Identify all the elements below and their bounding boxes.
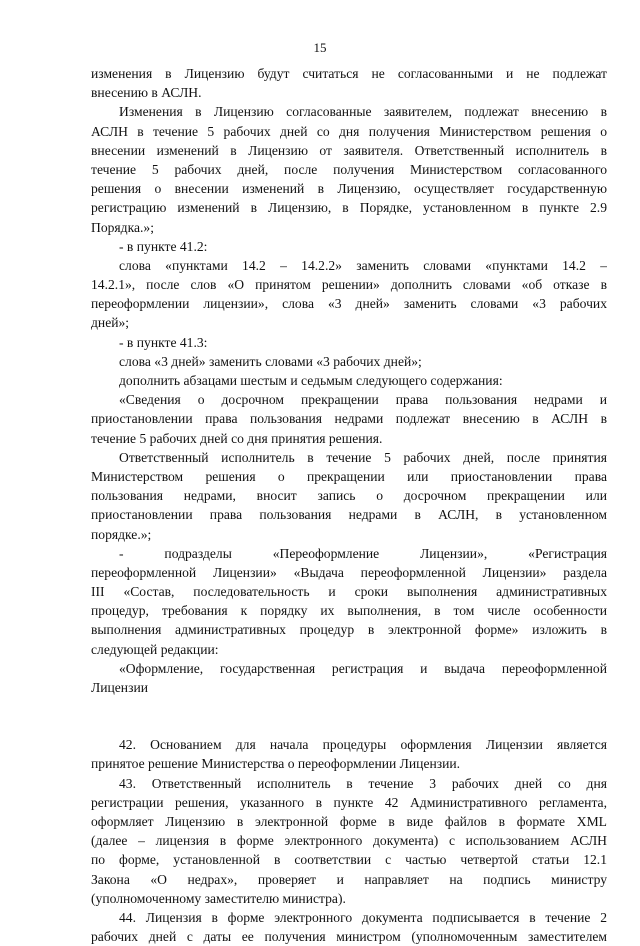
- text-line: - подразделы «Переоформление Лицензии», «Регистрация: [119, 545, 607, 561]
- text-line: оформляет Лицензию в электронной форме в виде файлов в формате XML: [91, 813, 607, 829]
- text-line: - в пункте 41.3:: [119, 334, 208, 350]
- text-line: АСЛН в течение 5 рабочих дней со дня получения Министерством решения о: [91, 123, 607, 139]
- text-line: слова «пунктами 14.2 – 14.2.2» заменить словами «пунктами 14.2 –: [119, 257, 607, 273]
- text-line: 44. Лицензия в форме электронного документа подписывается в течение 2: [119, 909, 607, 925]
- text-line: - в пункте 41.2:: [119, 238, 208, 254]
- text-line: Ответственный исполнитель в течение 5 рабочих дней, после принятия: [119, 449, 607, 465]
- text-line: рабочих дней с даты ее получения министром (уполномоченным заместителем: [91, 929, 607, 945]
- text-line: (уполномоченному заместителю министра).: [91, 890, 346, 906]
- text-line: «Оформление, государственная регистрация и выдача переоформленной: [119, 660, 607, 676]
- text-line: регистрации решения, указанного в пункте 42 Административного регламента,: [91, 794, 607, 810]
- text-line: слова «3 дней» заменить словами «3 рабочих дней»;: [119, 353, 422, 369]
- text-line: Изменения в Лицензию согласованные заявителем, подлежат внесению в: [119, 104, 607, 120]
- text-line: внесении изменений в Лицензию от заявителя. Ответственный исполнитель в: [91, 142, 607, 158]
- text-line: Лицензии: [91, 680, 148, 695]
- page-number: 15: [313, 40, 327, 55]
- text-line: III «Состав, последовательность и сроки выполнения административных: [91, 584, 607, 600]
- text-line: следующей редакции:: [91, 641, 219, 657]
- text-line: внесению в АСЛН.: [91, 85, 202, 101]
- text-line: дней»;: [91, 315, 130, 331]
- text-line: принятое решение Министерства о переоформлении Лицензии.: [91, 756, 461, 772]
- text-line: (далее – лицензия в форме электронного документа) с использованием АСЛН: [91, 833, 607, 849]
- text-line: приостановлении права пользования недрами подлежат внесению в АСЛН в: [91, 411, 607, 427]
- text-line: 43. Ответственный исполнитель в течение 3 рабочих дней со дня: [119, 775, 607, 791]
- text-line: Закона «О недрах», проверяет и направляет на подпись министру: [91, 871, 607, 887]
- text-line: изменения в Лицензию будут считаться не согласованными и не подлежат: [91, 66, 607, 81]
- text-line: выполнения административных процедур в электронной форме» изложить в: [91, 622, 607, 638]
- text-line: порядке.»;: [91, 526, 152, 542]
- text-line: пользования недрами, вносит запись о досрочном прекращении или: [91, 488, 607, 504]
- text-line: Порядка.»;: [91, 219, 154, 235]
- text-line: процедур, требования к порядку их выполнения, в том числе особенности: [91, 603, 607, 619]
- blank-line: [91, 716, 607, 735]
- text-line: течение 5 рабочих дней со дня принятия решения.: [91, 430, 383, 446]
- text-line: приостановлении права пользования недрами в АСЛН, в установленном: [91, 507, 607, 523]
- text-line: переоформленной Лицензии» «Выдача переоформленной Лицензии» раздела: [91, 564, 607, 580]
- text-line: решения о внесении изменений в Лицензию, осуществляет государственную: [91, 181, 607, 197]
- text-line: регистрацию изменений в Лицензию, в Порядке, установленном в пункте 2.9: [91, 200, 607, 216]
- text-line: 14.2.1», после слов «О принятом решении» дополнить словами «об отказе в: [91, 277, 607, 293]
- text-line: Министерством решения о прекращении или приостановлении права: [91, 468, 607, 484]
- text-line: 42. Основанием для начала процедуры оформления Лицензии является: [119, 737, 607, 753]
- text-line: по форме, установленной в соответствии с частью четвертой статьи 12.1: [91, 852, 607, 868]
- text-line: переоформлении лицензии», слова «3 дней» заменить словами «3 рабочих: [91, 296, 607, 312]
- blank-line: [91, 697, 607, 716]
- document-body: [91, 64, 607, 946]
- text-line: дополнить абзацами шестым и седьмым следующего содержания:: [119, 373, 503, 388]
- text-line: «Сведения о досрочном прекращении права пользования недрами и: [119, 392, 607, 408]
- text-line: течение 5 рабочих дней, после получения Министерством согласованного: [91, 161, 607, 177]
